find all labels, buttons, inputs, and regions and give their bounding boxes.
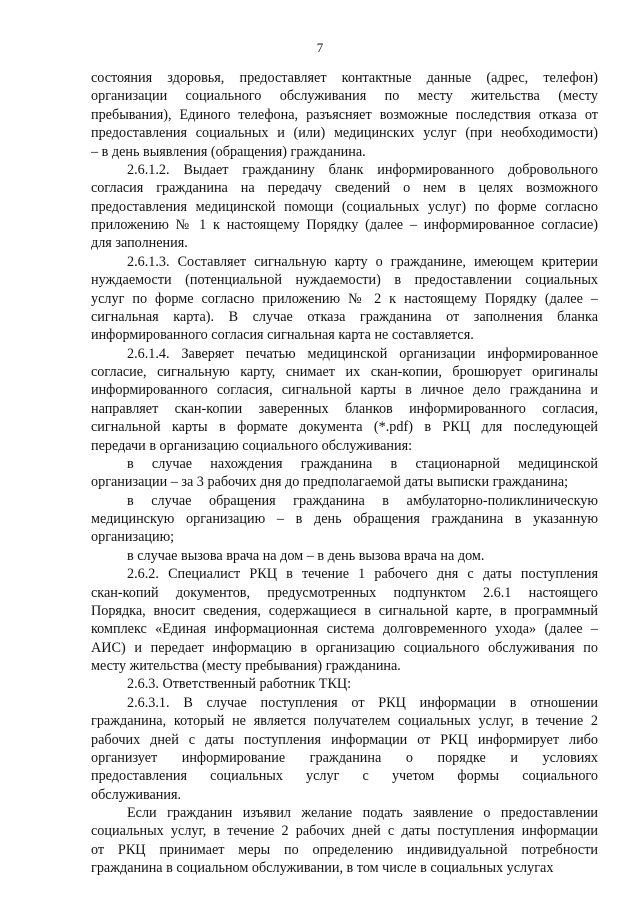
text-line: – в день выявления (обращения) гражданина. bbox=[91, 143, 366, 160]
text-line: в случае нахождения гражданина в стационарной медицинской bbox=[127, 455, 598, 472]
paragraph-intro bbox=[91, 69, 598, 161]
paragraph-262 bbox=[91, 565, 598, 675]
text-line: состояния здоровья, предоставляет контактные данные (адрес, телефон) bbox=[91, 70, 598, 86]
text-line: организации – за 3 рабочих дня до предполагаемой даты выписки гражданина; bbox=[91, 474, 569, 491]
paragraph-2613 bbox=[91, 253, 598, 345]
text-line: согласия гражданина на передачу сведений о нем в целях возможного bbox=[91, 180, 598, 197]
text-line: направляет скан-копии заверенных бланков информированного согласия, bbox=[91, 400, 598, 417]
paragraph-desire bbox=[91, 804, 598, 878]
text-line: в случае вызова врача на дом – в день вызова врача на дом. bbox=[127, 547, 485, 564]
paragraph-stationary bbox=[91, 455, 598, 492]
text-line: гражданина, который не является получателем социальных услуг, в течение 2 bbox=[91, 713, 598, 730]
text-line: сигнальная карта). В случае отказа гражданина от заполнения бланка bbox=[91, 308, 598, 325]
text-line: от РКЦ принимает меры по определению индивидуальной потребности bbox=[91, 841, 598, 858]
text-line: комплекс «Единая информационная система долговременного ухода» (далее – bbox=[91, 621, 598, 638]
text-line: организации социального обслуживания по месту жительства (месту bbox=[91, 88, 598, 105]
text-line: месту жительства (месту пребывания) гражданина. bbox=[91, 658, 401, 674]
text-line: передачи в организацию социального обслуживания: bbox=[91, 437, 413, 454]
text-line: пребывания), Единого телефона, разъясняет возможные последствия отказа от bbox=[91, 106, 598, 123]
text-line: организует информирование гражданина о порядке и условиях bbox=[91, 749, 598, 766]
text-line: предоставления социальных услуг с учетом формы социального bbox=[91, 768, 598, 785]
text-line: для заполнения. bbox=[91, 235, 188, 252]
text-line: нуждаемости (потенциальной нуждаемости) в предоставлении социальных bbox=[91, 272, 598, 289]
text-line: 2.6.3. Ответственный работник ТКЦ: bbox=[127, 676, 352, 693]
text-line: информированного согласия, сигнальной карты в личное дело гражданина и bbox=[91, 382, 598, 399]
text-line: 2.6.1.4. Заверяет печатью медицинской организации информированное bbox=[127, 345, 598, 362]
paragraph-2631 bbox=[91, 694, 598, 804]
paragraph-ambulatory bbox=[91, 492, 598, 547]
text-line: услуг по форме согласно приложению № 2 к настоящему Порядку (далее – bbox=[91, 290, 598, 307]
text-line: 2.6.1.2. Выдает гражданину бланк информированного добровольного bbox=[127, 161, 598, 178]
page-number: 7 bbox=[316, 40, 324, 55]
paragraph-2614 bbox=[91, 345, 598, 455]
text-line: предоставления медицинской помощи (социальных услуг) по форме согласно bbox=[91, 198, 598, 215]
text-line: информированного согласия сигнальная карта не составляется. bbox=[91, 327, 474, 344]
paragraph-2612 bbox=[91, 161, 598, 253]
text-line: гражданина в социальном обслуживании, в том числе в социальных услугах bbox=[91, 860, 554, 877]
paragraph-263 bbox=[91, 675, 598, 693]
text-line: согласие, сигнальную карту, снимает их скан-копии, брошюрует оригиналы bbox=[91, 364, 598, 380]
text-line: социальных услуг, в течение 2 рабочих дней с даты поступления информации bbox=[91, 823, 598, 840]
text-line: сигнальной карты в формате документа (*.pdf) в РКЦ для последующей bbox=[91, 419, 598, 436]
paragraph-home-call bbox=[91, 547, 598, 565]
text-line: медицинскую организацию – в день обращения гражданина в указанную bbox=[91, 511, 598, 527]
text-line: рабочих дней с даты поступления информации от РКЦ информирует либо bbox=[91, 731, 598, 748]
text-line: АИС) и передает информацию в организацию социального обслуживания по bbox=[91, 639, 598, 656]
text-line: Порядка, вносит сведения, содержащиеся в сигнальной карте, в программный bbox=[91, 602, 598, 619]
text-line: обслуживания. bbox=[91, 786, 182, 803]
text-line: скан-копий документов, предусмотренных подпунктом 2.6.1 настоящего bbox=[91, 584, 598, 601]
text-line: в случае обращения гражданина в амбулаторно-поликлиническую bbox=[127, 492, 598, 509]
text-line: предоставления социальных и (или) медицинских услуг (при необходимости) bbox=[91, 125, 598, 142]
text-line: 2.6.3.1. В случае поступления от РКЦ информации в отношении bbox=[127, 694, 598, 711]
text-line: Если гражданин изъявил желание подать заявление о предоставлении bbox=[127, 805, 598, 821]
text-line: 2.6.1.3. Составляет сигнальную карту о гражданине, имеющем критерии bbox=[127, 253, 598, 270]
text-line: организацию; bbox=[91, 529, 175, 546]
document-body bbox=[91, 69, 598, 878]
text-line: 2.6.2. Специалист РКЦ в течение 1 рабочего дня с даты поступления bbox=[127, 566, 598, 583]
text-line: приложению № 1 к настоящему Порядку (далее – информированное согласие) bbox=[91, 217, 598, 233]
